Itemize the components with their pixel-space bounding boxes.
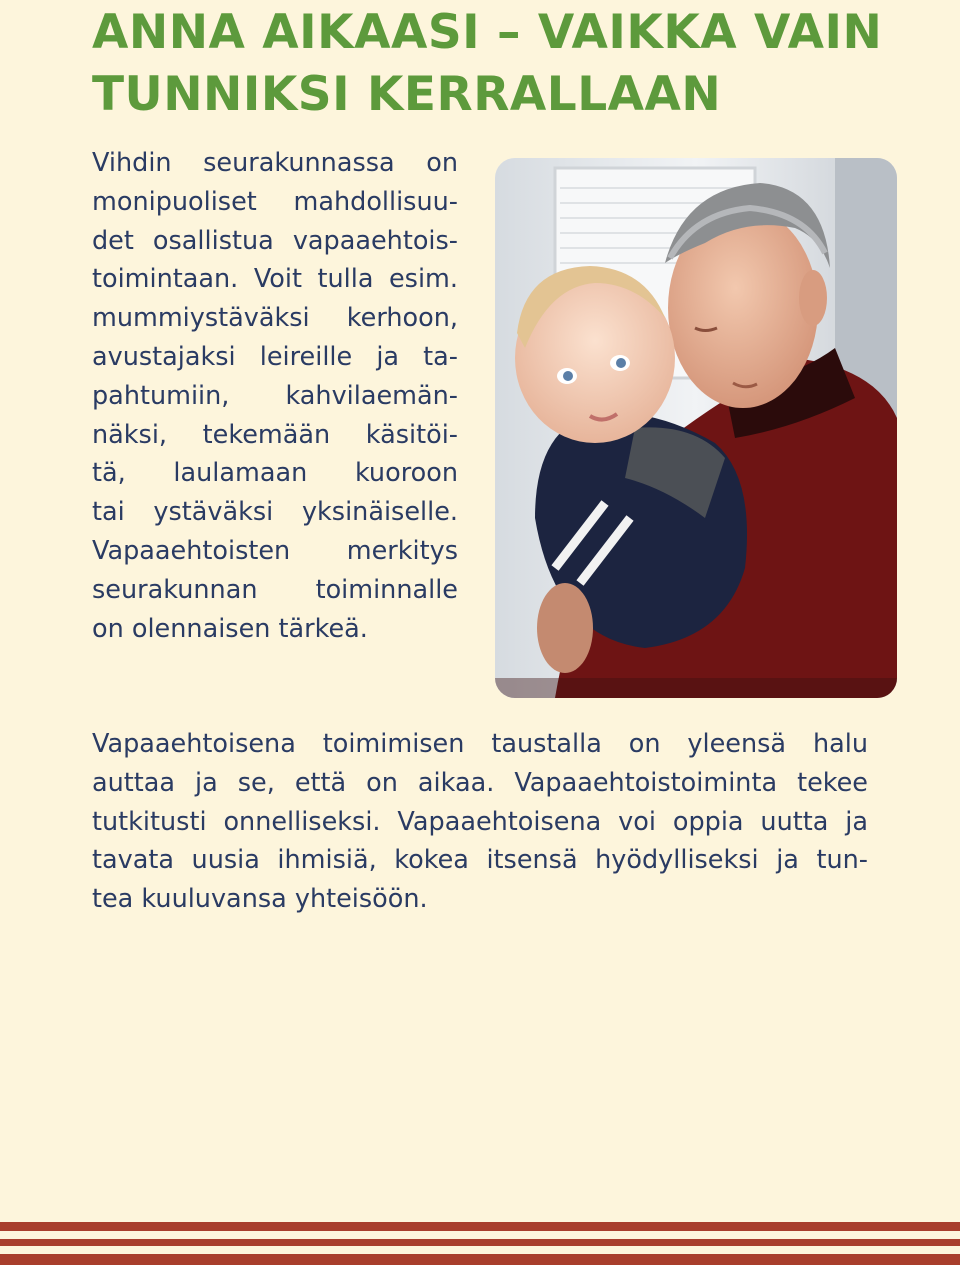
text-line: toimintaan. Voit tulla esim. (92, 264, 458, 295)
text-line: avustajaksi leireille ja ta- (92, 341, 458, 372)
text-line: seurakunnan toiminnalle (92, 574, 458, 605)
decorative-stripes (0, 1222, 960, 1265)
title-line-1: ANNA AIKAASI – VAIKKA VAIN (92, 5, 883, 60)
volunteer-benefits-paragraph (92, 725, 868, 919)
text-line: mummiystäväksi kerhoon, (92, 303, 458, 334)
page-title (92, 2, 932, 126)
text-line: tai ystäväksi yksinäiselle. (92, 497, 458, 528)
text-line: tutkitusti onnelliseksi. Vapaaehtoisena voi oppia uutta ja (92, 806, 868, 837)
title-line-2: TUNNIKSI KERRALLAAN (92, 67, 722, 122)
text-line: tä, laulamaan kuoroon (92, 458, 458, 489)
stripe (0, 1222, 960, 1231)
text-line: tavata uusia ihmisiä, kokea itsensä hyödylliseksi ja tun- (92, 845, 868, 876)
text-line: monipuoliset mahdollisuu- (92, 186, 458, 217)
stripe (0, 1239, 960, 1246)
intro-paragraph (92, 144, 458, 648)
grandfather-child-photo (495, 158, 897, 698)
text-line: on olennaisen tärkeä. (92, 613, 368, 644)
text-line: pahtumiin, kahvilaemän- (92, 380, 458, 411)
stripe (0, 1254, 960, 1265)
text-line: Vihdin seurakunnassa on (92, 148, 458, 178)
text-line: tea kuuluvansa yhteisöön. (92, 884, 428, 915)
text-line: Vapaaehtoisena toimimisen taustalla on yleensä halu (92, 729, 868, 759)
text-line: näksi, tekemään käsitöi- (92, 419, 458, 450)
text-line: det osallistua vapaaehtois- (92, 225, 458, 256)
text-line: Vapaaehtoisten merkitys (92, 535, 458, 566)
text-line: auttaa ja se, että on aikaa. Vapaaehtoistoiminta tekee (92, 767, 868, 798)
